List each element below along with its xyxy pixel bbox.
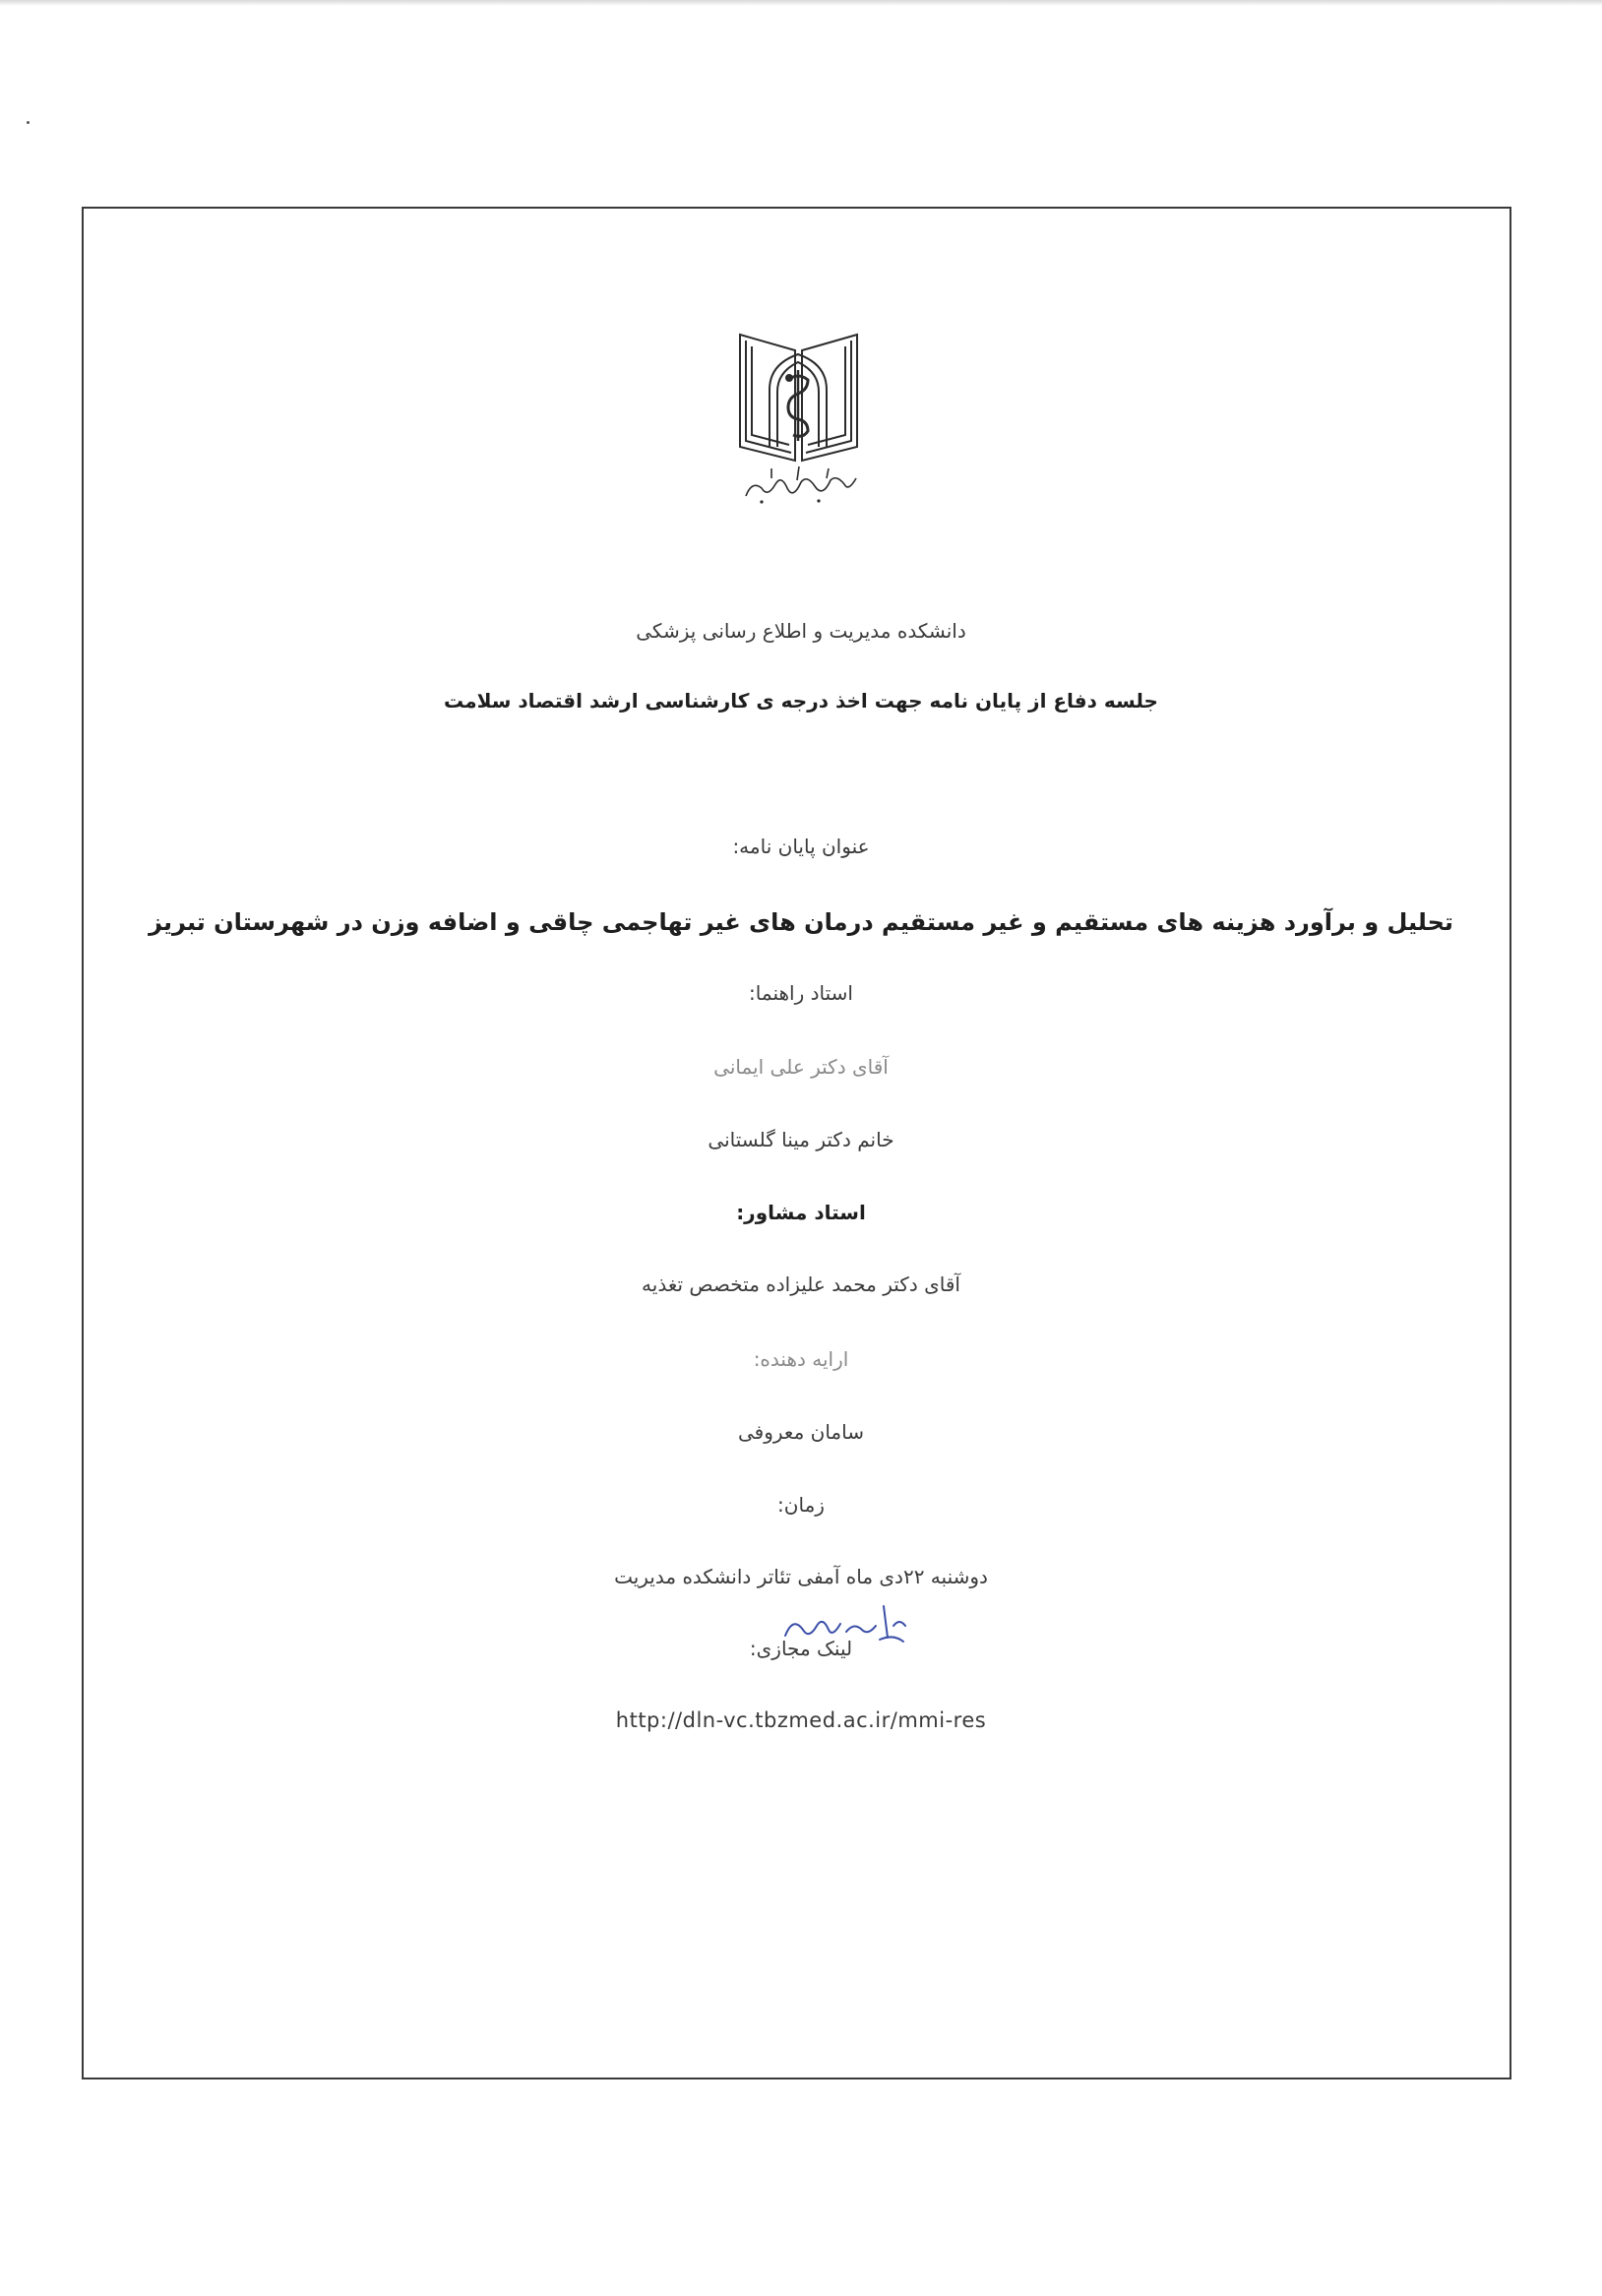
supervisor-label: استاد راهنما:	[749, 981, 853, 1005]
session-title: جلسه دفاع از پایان نامه جهت اخذ درجه ی کارشناسی ارشد اقتصاد سلامت	[444, 689, 1158, 713]
virtual-link-url[interactable]: http://dln-vc.tbzmed.ac.ir/mmi-res	[615, 1708, 987, 1732]
time-value: دوشنبه ۲۲دی ماه آمفی تئاتر دانشکده مدیریت	[614, 1565, 988, 1588]
faculty-name: دانشکده مدیریت و اطلاع رسانی پزشکی	[636, 619, 966, 643]
scan-top-shade	[0, 0, 1602, 6]
thesis-title-label: عنوان پایان نامه:	[732, 835, 870, 858]
supervisor-name-1: آقای دکتر علی ایمانی	[713, 1055, 889, 1079]
thesis-title: تحلیل و برآورد هزینه های مستقیم و غیر مستقیم درمان های غیر تهاجمی چاقی و اضافه وزن در شهرستان تبریز	[149, 908, 1453, 936]
university-logo-icon	[732, 331, 865, 508]
virtual-link-label: لینک مجازی:	[749, 1637, 853, 1660]
advisor-name: آقای دکتر محمد علیزاده متخصص تغذیه	[642, 1272, 960, 1296]
supervisor-name-2: خانم دکتر مینا گلستانی	[708, 1128, 894, 1151]
scan-speck	[27, 121, 30, 124]
presenter-label: ارایه دهنده:	[753, 1347, 849, 1371]
time-label: زمان:	[777, 1493, 825, 1517]
advisor-label: استاد مشاور:	[736, 1201, 866, 1224]
presenter-name: سامان معروفی	[738, 1420, 864, 1444]
